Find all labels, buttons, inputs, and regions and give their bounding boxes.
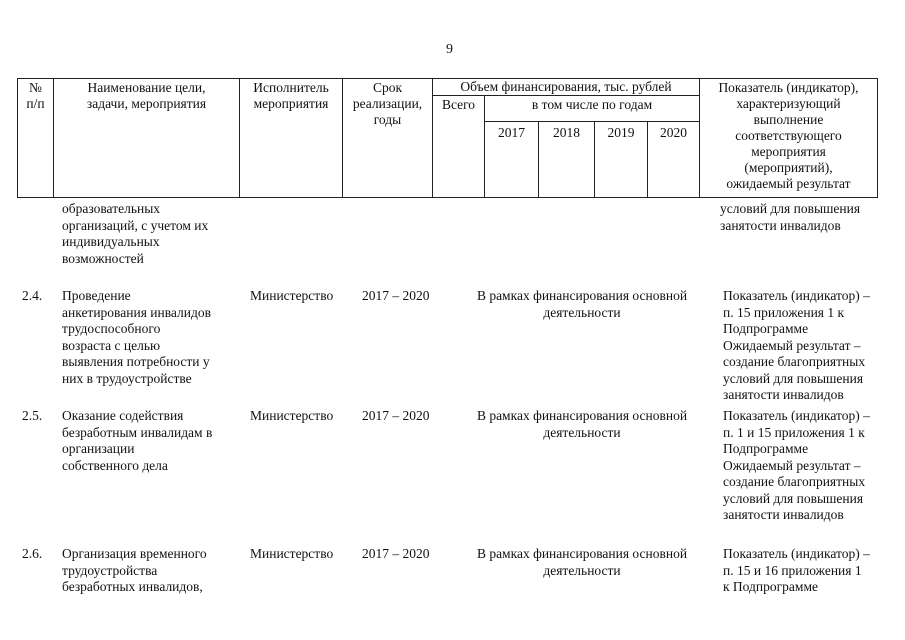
table-header [17,78,878,198]
row-term: 2017 – 2020 [362,288,430,303]
row-executor: Министерство [250,546,334,561]
header-term: Срок реализации, годы [343,79,433,198]
header-year-2018: 2018 [539,122,595,198]
continuation-indicator: условий для повышения занятости инвалидов [720,201,861,233]
header-by-years: в том числе по годам [485,96,700,122]
row-financing: В рамках финансирования основной деятельности [476,288,688,320]
continuation-name: образовательных организаций, с учетом их индивидуальных возможностей [62,201,209,266]
row-executor: Министерство [250,408,334,423]
header-executor: Исполнитель мероприятия [240,79,343,198]
row-activity-name: Организация временного трудоустройства безработных инвалидов, [62,546,207,594]
header-year-2020: 2020 [648,122,700,198]
row-indicator: Показатель (индикатор) – п. 15 приложения 1 к Подпрограмме Ожидаемый результат – создание благоприятных условий для повышения занятости инвалидов [723,288,870,402]
row-activity-name: Проведение анкетирования инвалидов трудоспособного возраста с целью выявления потребности у них в трудоустройстве [62,288,211,386]
row-activity-name: Оказание содействия безработным инвалидам в организации собственного дела [62,408,213,473]
row-number: 2.5. [22,408,43,423]
row-indicator: Показатель (индикатор) – п. 15 и 16 приложения 1 к Подпрограмме [723,546,870,594]
row-executor: Министерство [250,288,334,303]
header-year-2019: 2019 [595,122,648,198]
row-indicator: Показатель (индикатор) – п. 1 и 15 приложения 1 к Подпрограмме Ожидаемый результат – создание благоприятных условий для повышения занятости инвалидов [723,408,870,522]
row-term: 2017 – 2020 [362,408,430,423]
row-financing: В рамках финансирования основной деятельности [476,408,688,440]
header-total: Всего [433,96,485,198]
row-term: 2017 – 2020 [362,546,430,561]
header-num: № п/п [18,79,54,198]
header-name: Наименование цели, задачи, мероприятия [54,79,240,198]
header-indicator: Показатель (индикатор), характеризующий выполнение соответствующего мероприятия (мероприятий), ожидаемый результат [700,79,878,198]
header-year-2017: 2017 [485,122,539,198]
row-number: 2.6. [22,546,43,561]
page-number: 9 [446,42,453,57]
row-financing: В рамках финансирования основной деятельности [476,546,688,578]
row-number: 2.4. [22,288,43,303]
header-financing: Объем финансирования, тыс. рублей [433,79,700,96]
